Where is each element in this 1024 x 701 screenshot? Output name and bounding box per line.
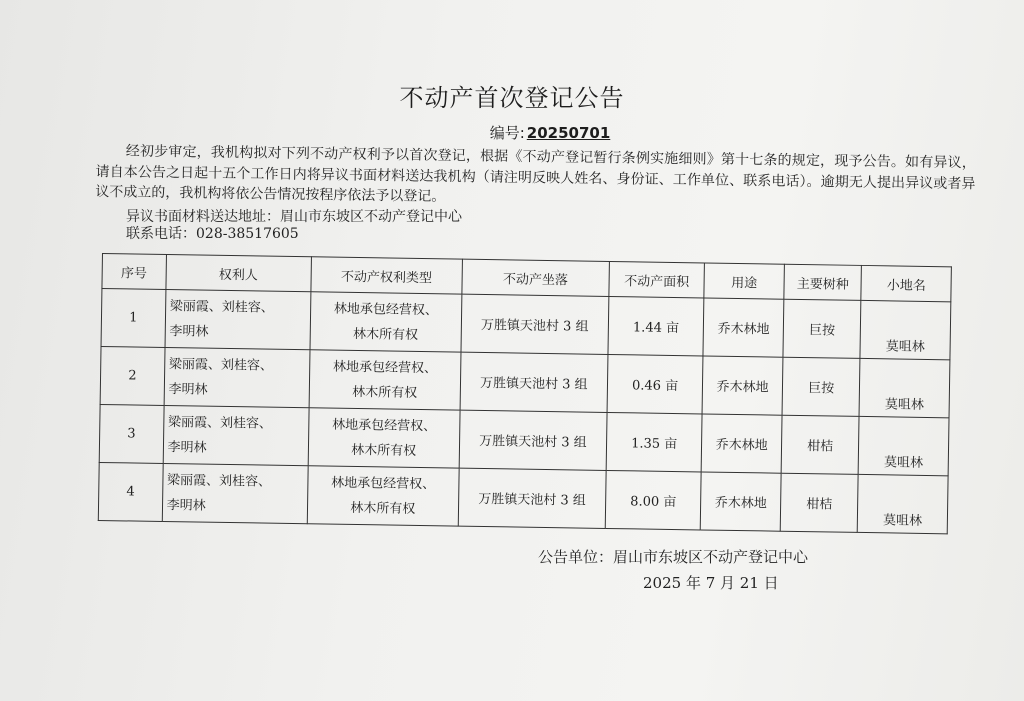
cell-location: 万胜镇天池村 3 组 [458,468,606,528]
right-type-line: 林地承包经营权、 [333,301,439,318]
cell-place-name: 莫咀林 [860,300,950,359]
holder-line: 梁丽霞、刘桂容、 [166,472,272,490]
header-use: 用途 [704,263,784,299]
right-type-line: 林木所有权 [351,442,417,459]
holder-line: 梁丽霞、刘桂容、 [167,414,273,432]
cell-holder [162,463,308,523]
right-type-line: 林地承包经营权、 [332,359,438,376]
cell-use: 乔木林地 [702,356,782,415]
serial-number: 20250701 [526,124,611,142]
cell-right-type [308,408,460,468]
objection-address: 异议书面材料送达地址：眉山市东坡区不动产登记中心 [126,209,462,225]
issue-date: 2025 年 7 月 21 日 [643,574,779,592]
cell-species: 柑桔 [780,473,858,532]
cell-species: 柑桔 [781,415,859,474]
right-type-line: 林地承包经营权、 [331,475,436,492]
cell-right-type [307,466,459,526]
table-row [98,462,948,533]
cell-holder [165,290,311,350]
right-type-line: 林地承包经营权、 [332,417,437,434]
cell-location: 万胜镇天池村 3 组 [461,294,609,354]
cell-use: 乔木林地 [701,472,781,531]
cell-place-name: 莫咀林 [858,474,948,533]
cell-no: 4 [98,462,163,521]
cell-holder [163,405,309,465]
right-type-line: 林木所有权 [352,384,418,401]
contact-phone: 联系电话：028-38517605 [126,226,299,242]
header-no: 序号 [102,254,166,290]
cell-use: 乔木林地 [702,414,782,473]
serial-label: 编号: [489,124,525,142]
cell-place-name: 莫咀林 [859,358,949,417]
header-place-name: 小地名 [861,265,951,301]
cell-area: 1.44 亩 [608,296,704,355]
cell-location: 万胜镇天池村 3 组 [459,410,607,470]
holder-line: 李明林 [167,439,207,456]
holder-line: 李明林 [169,323,209,340]
cell-no: 1 [101,289,166,348]
cell-area: 8.00 亩 [605,470,701,529]
cell-location: 万胜镇天池村 3 组 [460,352,608,412]
header-species: 主要树种 [784,264,862,300]
cell-right-type [310,292,462,352]
right-type-line: 林木所有权 [350,500,416,517]
issuer-line: 公告单位：眉山市东坡区不动产登记中心 [538,548,809,566]
intro-paragraph: 经初步审定，我机构拟对下列不动产权利予以首次登记，根据《不动产登记暂行条例实施细则》第十七条的规定，现予公告。如有异议，请自本公告之日起十五个工作日内将异议书面材料送达我机构（请注明反映人姓名、身份证、工作单位、联系电话）。逾期无人提出异议或者异议不成立的，我机构将依公告情况按程序依法予以登记。 [95,143,976,205]
holder-line: 梁丽霞、刘桂容、 [168,356,274,374]
holder-line: 梁丽霞、刘桂容、 [169,298,274,316]
registration-table [98,253,952,534]
holder-line: 李明林 [168,381,208,398]
cell-place-name: 莫咀林 [859,416,949,475]
cell-species: 巨按 [783,299,861,358]
header-holder: 权利人 [166,255,312,292]
cell-use: 乔木林地 [703,298,783,357]
cell-holder [164,347,310,407]
cell-no: 2 [100,346,165,405]
right-type-line: 林木所有权 [352,326,419,343]
cell-species: 巨按 [782,357,860,416]
holder-line: 李明林 [166,497,206,514]
cell-no: 3 [99,404,164,463]
header-right-type: 不动产权利类型 [311,257,463,294]
notice-title: 不动产首次登记公告 [399,84,625,112]
cell-area: 0.46 亩 [607,354,703,413]
serial-line [0,122,1024,143]
header-location: 不动产坐落 [462,259,610,296]
header-area: 不动产面积 [609,261,705,297]
cell-area: 1.35 亩 [606,412,702,471]
cell-right-type [309,350,461,410]
